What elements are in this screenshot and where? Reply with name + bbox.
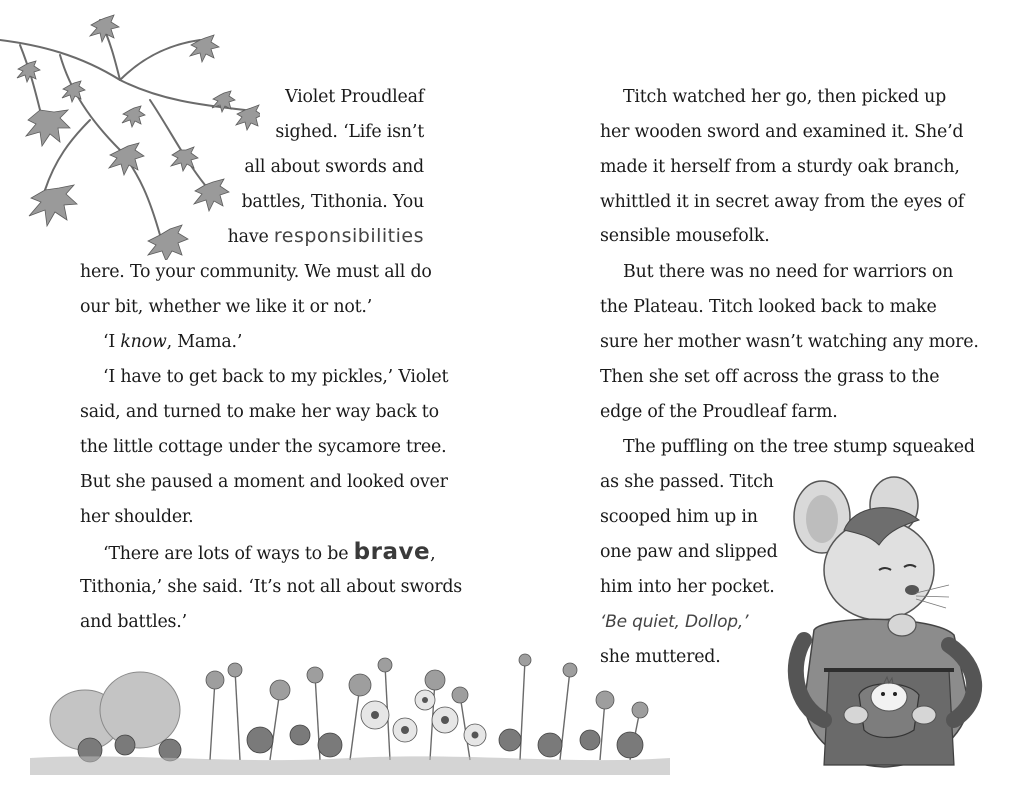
text-line: ‘I know, Mama.’: [103, 332, 243, 352]
text-line: sighed. ‘Life isn’t: [275, 122, 424, 142]
text-line: ‘There are lots of ways to be brave,: [103, 539, 436, 565]
text-line: But she paused a moment and looked over: [80, 472, 448, 492]
sycamore-branch-illustration: [0, 0, 260, 260]
text-line: sensible mousefolk.: [600, 226, 770, 246]
text-line: have responsibilities: [227, 225, 424, 247]
right-page: [512, 0, 1024, 792]
text-line: Titch watched her go, then picked up: [623, 87, 947, 107]
text-line: ‘I have to get back to my pickles,’ Violet: [103, 367, 449, 387]
text-line: scooped him up in: [600, 507, 758, 527]
text-line: Violet Proudleaf: [285, 87, 424, 107]
text-line: Tithonia,’ she said. ‘It’s not all about swords: [80, 577, 463, 597]
text-line: sure her mother wasn’t watching any more.: [600, 332, 979, 352]
text-line: here. To your community. We must all do: [80, 262, 432, 282]
text-line: the Plateau. Titch looked back to make: [600, 297, 937, 317]
emphasis-brave: brave: [353, 539, 431, 565]
mouse-with-puffling-illustration: [784, 475, 1004, 770]
emphasis-responsibilities: responsibilities: [273, 225, 424, 247]
text-line: our bit, whether we like it or not.’: [80, 297, 373, 317]
text-line-whisper: ‘Be quiet, Dollop,’: [600, 612, 749, 632]
text-line: her wooden sword and examined it. She’d: [600, 122, 964, 142]
text-line: all about swords and: [244, 157, 424, 177]
text-line: him into her pocket.: [600, 577, 775, 597]
text-line: But there was no need for warriors on: [623, 262, 954, 282]
text-line: The puffling on the tree stump squeaked: [623, 437, 975, 457]
text-line: and battles.’: [80, 612, 187, 632]
text-line: her shoulder.: [80, 507, 194, 527]
text-line: said, and turned to make her way back to: [80, 402, 439, 422]
text-line: as she passed. Titch: [600, 472, 774, 492]
text-line: she muttered.: [600, 647, 721, 667]
text-line: Then she set off across the grass to the: [600, 367, 940, 387]
text-line: battles, Tithonia. You: [241, 192, 424, 212]
text-line: the little cottage under the sycamore tree.: [80, 437, 447, 457]
text-line: whittled it in secret away from the eyes of: [600, 192, 964, 212]
text-line: made it herself from a sturdy oak branch,: [600, 157, 960, 177]
text-line: edge of the Proudleaf farm.: [600, 402, 838, 422]
text-line: one paw and slipped: [600, 542, 778, 562]
